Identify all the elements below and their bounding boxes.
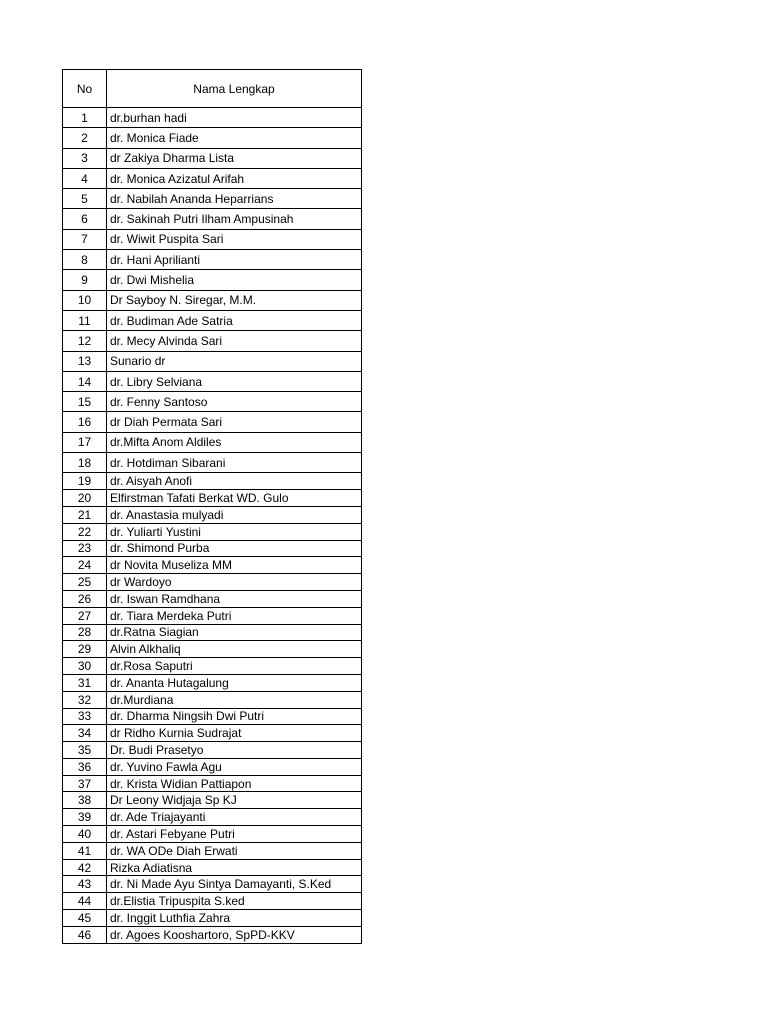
table-row: [63, 574, 362, 591]
table-row: [63, 691, 362, 708]
table-row: [63, 392, 362, 412]
full-name-cell: dr. Monica Azizatul Arifah: [107, 168, 362, 188]
table-row: [63, 775, 362, 792]
table-row: [63, 412, 362, 432]
full-name-cell: dr. Sakinah Putri Ilham Ampusinah: [107, 209, 362, 229]
name-list-table: [62, 69, 362, 944]
full-name-cell: dr. Aisyah Anofi: [107, 473, 362, 490]
full-name-cell: Elfirstman Tafati Berkat WD. Gulo: [107, 490, 362, 507]
row-number: 18: [63, 453, 107, 473]
table-row: [63, 758, 362, 775]
row-number: 38: [63, 792, 107, 809]
row-number: 36: [63, 758, 107, 775]
full-name-cell: dr. Agoes Kooshartoro, SpPD-KKV: [107, 926, 362, 943]
full-name-cell: Dr Sayboy N. Siregar, M.M.: [107, 290, 362, 310]
row-number: 21: [63, 506, 107, 523]
row-number: 12: [63, 331, 107, 351]
row-number: 31: [63, 674, 107, 691]
full-name-cell: Dr Leony Widjaja Sp KJ: [107, 792, 362, 809]
row-number: 39: [63, 809, 107, 826]
row-number: 23: [63, 540, 107, 557]
full-name-cell: dr. WA ODe Diah Erwati: [107, 842, 362, 859]
row-number: 26: [63, 590, 107, 607]
table-row: [63, 290, 362, 310]
row-number: 25: [63, 574, 107, 591]
full-name-cell: Dr. Budi Prasetyo: [107, 742, 362, 759]
table-header-row: [63, 70, 362, 108]
row-number: 9: [63, 270, 107, 290]
row-number: 35: [63, 742, 107, 759]
row-number: 44: [63, 893, 107, 910]
table-row: [63, 351, 362, 371]
row-number: 7: [63, 229, 107, 249]
full-name-cell: dr. Libry Selviana: [107, 371, 362, 391]
full-name-cell: Alvin Alkhaliq: [107, 641, 362, 658]
table-row: [63, 371, 362, 391]
table-row: [63, 108, 362, 128]
full-name-cell: dr. Shimond Purba: [107, 540, 362, 557]
row-number: 8: [63, 250, 107, 270]
table-row: [63, 473, 362, 490]
full-name-cell: dr. Hotdiman Sibarani: [107, 453, 362, 473]
table-row: [63, 607, 362, 624]
row-number: 37: [63, 775, 107, 792]
full-name-cell: dr. Ananta Hutagalung: [107, 674, 362, 691]
table-row: [63, 331, 362, 351]
table-row: [63, 876, 362, 893]
table-row: [63, 742, 362, 759]
full-name-cell: dr. Astari Febyane Putri: [107, 826, 362, 843]
table-row: [63, 432, 362, 452]
row-number: 29: [63, 641, 107, 658]
table-row: [63, 310, 362, 330]
row-number: 13: [63, 351, 107, 371]
table-row: [63, 250, 362, 270]
row-number: 5: [63, 189, 107, 209]
table-row: [63, 792, 362, 809]
full-name-cell: dr. Dharma Ningsih Dwi Putri: [107, 708, 362, 725]
full-name-cell: dr.Rosa Saputri: [107, 658, 362, 675]
table-row: [63, 557, 362, 574]
full-name-cell: dr. Nabilah Ananda Heparrians: [107, 189, 362, 209]
row-number: 19: [63, 473, 107, 490]
row-number: 46: [63, 926, 107, 943]
table-row: [63, 209, 362, 229]
full-name-cell: dr Novita Museliza MM: [107, 557, 362, 574]
table-row: [63, 926, 362, 943]
full-name-cell: dr Diah Permata Sari: [107, 412, 362, 432]
row-number: 14: [63, 371, 107, 391]
row-number: 3: [63, 148, 107, 168]
row-number: 28: [63, 624, 107, 641]
row-number: 22: [63, 523, 107, 540]
full-name-cell: dr Zakiya Dharma Lista: [107, 148, 362, 168]
row-number: 30: [63, 658, 107, 675]
table-row: [63, 826, 362, 843]
full-name-cell: Rizka Adiatisna: [107, 859, 362, 876]
row-number: 1: [63, 108, 107, 128]
full-name-cell: dr. Dwi Mishelia: [107, 270, 362, 290]
full-name-cell: dr.Ratna Siagian: [107, 624, 362, 641]
table-row: [63, 540, 362, 557]
table-row: [63, 725, 362, 742]
table-row: [63, 641, 362, 658]
row-number: 27: [63, 607, 107, 624]
row-number: 33: [63, 708, 107, 725]
full-name-cell: dr. Anastasia mulyadi: [107, 506, 362, 523]
row-number: 41: [63, 842, 107, 859]
table-row: [63, 893, 362, 910]
full-name-cell: dr. Monica Fiade: [107, 128, 362, 148]
table-row: [63, 708, 362, 725]
row-number: 40: [63, 826, 107, 843]
row-number: 4: [63, 168, 107, 188]
row-number: 16: [63, 412, 107, 432]
full-name-cell: dr. Wiwit Puspita Sari: [107, 229, 362, 249]
row-number: 20: [63, 490, 107, 507]
row-number: 6: [63, 209, 107, 229]
full-name-cell: dr. Budiman Ade Satria: [107, 310, 362, 330]
full-name-cell: dr Ridho Kurnia Sudrajat: [107, 725, 362, 742]
table-row: [63, 506, 362, 523]
row-number: 15: [63, 392, 107, 412]
table-row: [63, 523, 362, 540]
row-number: 24: [63, 557, 107, 574]
row-number: 34: [63, 725, 107, 742]
table-row: [63, 658, 362, 675]
row-number: 17: [63, 432, 107, 452]
table-row: [63, 453, 362, 473]
table-row: [63, 809, 362, 826]
full-name-cell: dr. Yuvino Fawla Agu: [107, 758, 362, 775]
full-name-cell: dr. Yuliarti Yustini: [107, 523, 362, 540]
full-name-cell: dr. Ni Made Ayu Sintya Damayanti, S.Ked: [107, 876, 362, 893]
full-name-cell: dr.Elistia Tripuspita S.ked: [107, 893, 362, 910]
table-row: [63, 910, 362, 927]
table-row: [63, 490, 362, 507]
full-name-cell: dr. Mecy Alvinda Sari: [107, 331, 362, 351]
row-number: 32: [63, 691, 107, 708]
full-name-cell: dr.Mifta Anom Aldiles: [107, 432, 362, 452]
full-name-cell: dr.Murdiana: [107, 691, 362, 708]
full-name-cell: dr. Hani Aprilianti: [107, 250, 362, 270]
table-row: [63, 270, 362, 290]
row-number: 43: [63, 876, 107, 893]
table-row: [63, 168, 362, 188]
full-name-cell: dr. Krista Widian Pattiapon: [107, 775, 362, 792]
table-row: [63, 674, 362, 691]
row-number: 45: [63, 910, 107, 927]
full-name-cell: dr. Inggit Luthfia Zahra: [107, 910, 362, 927]
table-row: [63, 590, 362, 607]
row-number: 11: [63, 310, 107, 330]
row-number: 2: [63, 128, 107, 148]
table-row: [63, 128, 362, 148]
full-name-cell: dr. Ade Triajayanti: [107, 809, 362, 826]
full-name-cell: dr.burhan hadi: [107, 108, 362, 128]
table-body: [63, 108, 362, 944]
table-row: [63, 842, 362, 859]
column-header-name: Nama Lengkap: [107, 70, 362, 108]
full-name-cell: Sunario dr: [107, 351, 362, 371]
table-row: [63, 229, 362, 249]
full-name-cell: dr Wardoyo: [107, 574, 362, 591]
table-row: [63, 148, 362, 168]
column-header-no: No: [63, 70, 107, 108]
full-name-cell: dr. Tiara Merdeka Putri: [107, 607, 362, 624]
row-number: 10: [63, 290, 107, 310]
table-row: [63, 189, 362, 209]
full-name-cell: dr. Fenny Santoso: [107, 392, 362, 412]
full-name-cell: dr. Iswan Ramdhana: [107, 590, 362, 607]
table-row: [63, 859, 362, 876]
row-number: 42: [63, 859, 107, 876]
table-row: [63, 624, 362, 641]
